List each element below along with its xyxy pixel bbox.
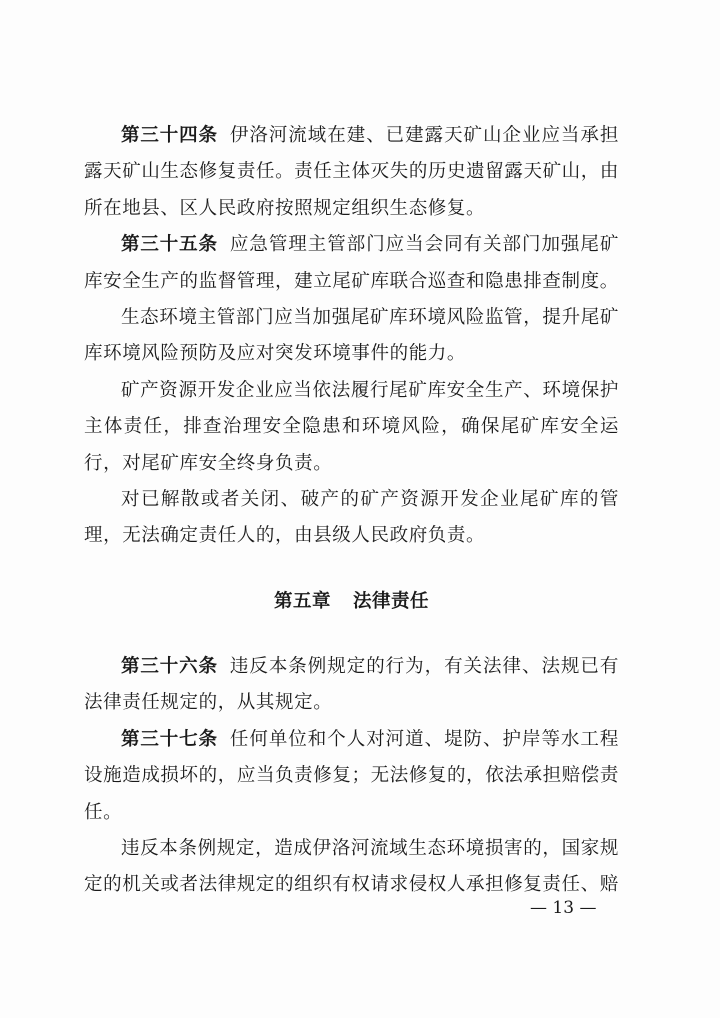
document-body — [84, 118, 619, 904]
article-number: 第三十七条 — [121, 728, 218, 750]
article-35-paragraph-3 — [84, 373, 619, 482]
article-number: 第三十四条 — [121, 125, 218, 146]
paragraph-text: 伊洛河流域在建、已建露天矿山企业应当承担露天矿山生态修复责任。责任主体灭失的历史遗留露天矿山，由所在地县、区人民政府按照规定组织生态修复。 — [84, 125, 619, 219]
paragraph-text: 应急管理主管部门应当会同有关部门加强尾矿库安全生产的监督管理，建立尾矿库联合巡查和隐患排查制度。 — [84, 234, 619, 292]
paragraph-text: 矿产资源开发企业应当依法履行尾矿库安全生产、环境保护主体责任，排查治理安全隐患和环境风险，确保尾矿库安全运行，对尾矿库安全终身负责。 — [84, 379, 619, 474]
article-35-paragraph — [84, 227, 619, 300]
chapter-heading — [84, 587, 619, 617]
article-number: 第三十五条 — [121, 234, 218, 256]
page-number: — 13 — — [530, 898, 597, 918]
paragraph-text: 违反本条例规定的行为，有关法律、法规已有法律责任规定的，从其规定。 — [84, 655, 619, 714]
chapter-title: 法律责任 — [353, 590, 430, 612]
article-37-paragraph-2 — [84, 831, 619, 904]
paragraph-text: 生态环境主管部门应当加强尾矿库环境风险监管，提升尾矿库环境风险预防及应对突发环境事件的能力。 — [84, 307, 619, 365]
article-35-paragraph-2 — [84, 300, 619, 373]
article-number: 第三十六条 — [121, 655, 218, 677]
article-36-paragraph — [84, 649, 619, 722]
paragraph-text: 对已解散或者关闭、破产的矿产资源开发企业尾矿库的管理，无法确定责任人的，由县级人民政府负责。 — [84, 489, 619, 547]
paragraph-text: 违反本条例规定，造成伊洛河流域生态环境损害的，国家规定的机关或者法律规定的组织有权请求侵权人承担修复责任、赔 — [84, 837, 619, 896]
paragraph-text: 任何单位和个人对河道、堤防、护岸等水工程设施造成损坏的，应当负责修复；无法修复的，依法承担赔偿责任。 — [84, 728, 619, 823]
chapter-number: 第五章 — [273, 590, 331, 612]
article-34-paragraph — [84, 118, 619, 227]
article-35-paragraph-4 — [84, 482, 619, 555]
article-37-paragraph — [84, 722, 619, 831]
